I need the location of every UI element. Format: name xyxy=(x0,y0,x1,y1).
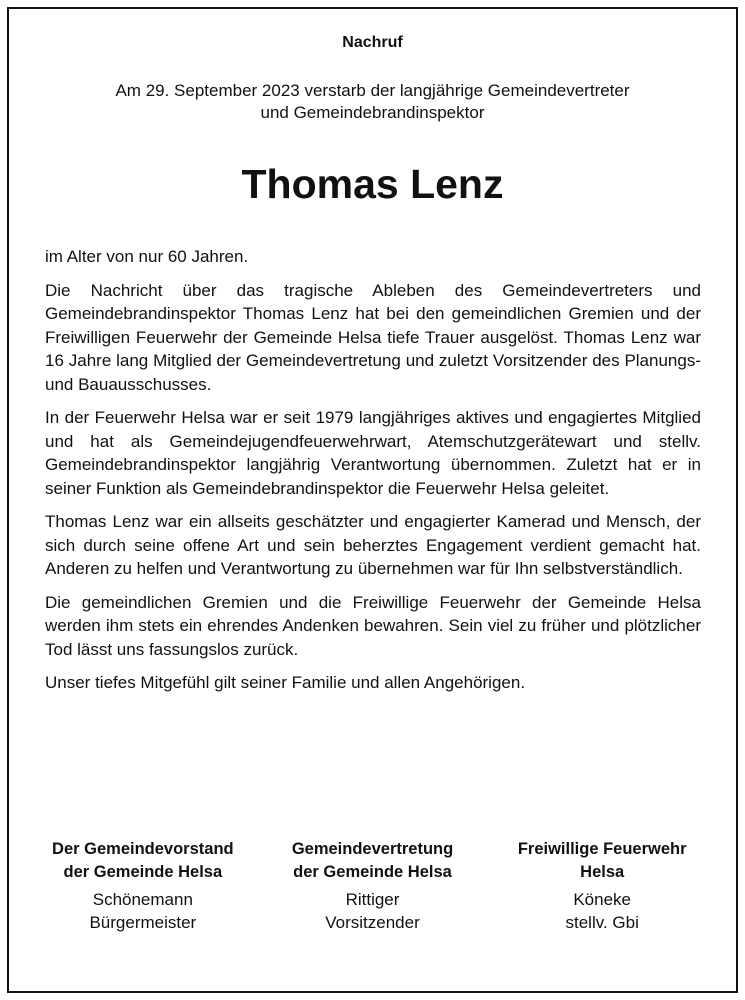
paragraph-news: Die Nachricht über das tragische Ableben des Gemeindevertreters und Gemeindebrandinspektor Thomas Lenz hat bei den gemeindlichen Gremien und der Freiwilligen Feuerwehr der Gemeinde Helsa tiefe Trauer ausgelöst. Thomas Lenz war 16 Jahre lang Mitglied der Gemeindevertretung und zuletzt Vorsitzender des Planungs- und Bauausschusses. xyxy=(45,280,701,394)
deceased-name: Thomas Lenz xyxy=(241,161,504,207)
signature-person: Rittiger xyxy=(345,890,400,909)
signature-person: Köneke xyxy=(573,890,632,909)
obituary-heading: Nachruf xyxy=(342,34,403,51)
intro-text xyxy=(0,80,745,124)
signature-org-line-1: Der Gemeindevorstand xyxy=(52,840,234,858)
signature-role: Bürgermeister xyxy=(89,913,197,932)
paragraph-character: Thomas Lenz war ein allseits geschätzter und engagierter Kamerad und Mensch, der sich durch seine offene Art und sein beherztes Engagement verdient gemacht hat. Anderen zu helfen und Verantwortung zu übernehmen war für Ihn selbstverständlich. xyxy=(45,512,701,578)
signature-org-line-2: der Gemeinde Helsa xyxy=(63,863,223,881)
paragraph-condolence: Unser tiefes Mitgefühl gilt seiner Familie und allen Angehörigen. xyxy=(45,673,526,692)
obituary-body xyxy=(45,245,701,705)
signature-gemeindevertretung xyxy=(258,838,488,934)
signature-org-line-1: Gemeindevertretung xyxy=(291,840,454,858)
signature-org-line-1: Freiwillige Feuerwehr xyxy=(517,840,687,858)
intro-line-2: und Gemeindebrandinspektor xyxy=(260,103,485,122)
signature-role: stellv. Gbi xyxy=(565,913,639,932)
signature-org-line-2: der Gemeinde Helsa xyxy=(293,863,452,881)
signature-block xyxy=(28,838,717,934)
signature-gemeindevorstand xyxy=(28,838,258,934)
signature-person: Schönemann xyxy=(92,890,193,909)
paragraph-remembrance: Die gemeindlichen Gremien und die Freiwillige Feuerwehr der Gemeinde Helsa werden ihm stets ein ehrendes Andenken bewahren. Sein viel zu früher und plötzlicher Tod lässt uns fassungslos zurück. xyxy=(45,592,701,659)
paragraph-age: im Alter von nur 60 Jahren. xyxy=(45,247,249,266)
signature-feuerwehr xyxy=(487,838,717,934)
signature-org-line-2: Helsa xyxy=(580,863,625,881)
signature-role: Vorsitzender xyxy=(325,913,420,932)
intro-line-1: Am 29. September 2023 verstarb der langjährige Gemeindevertreter xyxy=(115,81,630,100)
paragraph-fire-brigade: In der Feuerwehr Helsa war er seit 1979 langjähriges aktives und engagiertes Mitglied und hat als Gemeindejugendfeuerwehrwart, Atemschutzgerätewart und stellv. Gemeindebrandinspektor langjährig Verantwortung übernommen. Zuletzt hat er in seiner Funktion als Gemeindebrandinspektor die Feuerwehr Helsa geleitet. xyxy=(45,408,701,498)
